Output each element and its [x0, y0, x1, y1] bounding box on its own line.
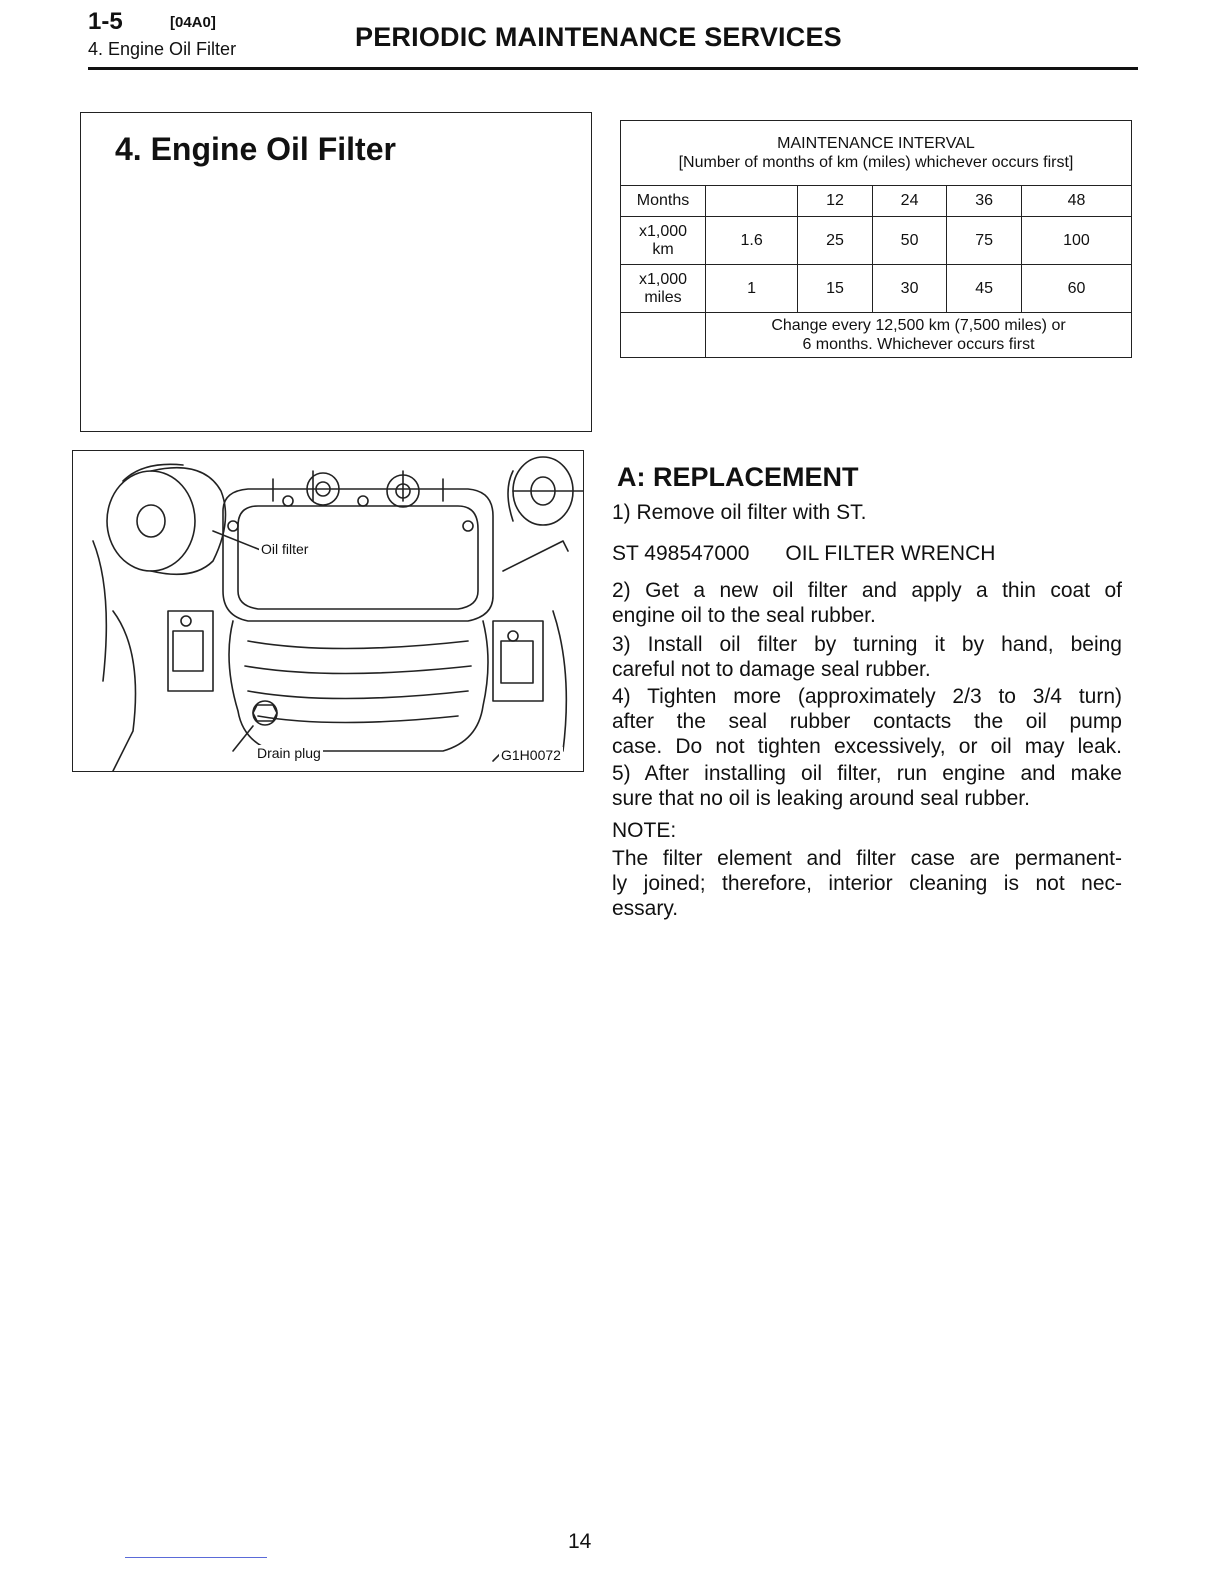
step-2-line2: engine oil to the seal rubber.: [612, 604, 876, 627]
table-cell: 24: [872, 186, 947, 217]
table-cell: 12: [798, 186, 873, 217]
step-3-line2: careful not to damage seal rubber.: [612, 658, 931, 681]
header-subtitle: 4. Engine Oil Filter: [88, 39, 237, 59]
note-line1: The filter element and filter case are permanent-: [612, 847, 1122, 870]
table-cell: 100: [1021, 217, 1131, 265]
note-line2: ly joined; therefore, interior cleaning is not nec-: [612, 872, 1122, 895]
table-cell: 50: [872, 217, 947, 265]
table-cell: [706, 186, 798, 217]
interval-note-line2: 6 months. Whichever occurs first: [802, 336, 1035, 353]
table-row: [621, 186, 1132, 217]
table-cell: 36: [947, 186, 1022, 217]
table-heading-row: [621, 121, 1132, 186]
header-rule: [88, 67, 1138, 70]
special-tool-name: OIL FILTER WRENCH: [785, 542, 996, 565]
miles-label: [621, 265, 706, 313]
step-3-line1: 3) Install oil filter by turning it by hand, being: [612, 633, 1122, 656]
bottom-rule: [125, 1557, 267, 1558]
km-label-line2: km: [652, 240, 674, 258]
table-cell: 48: [1021, 186, 1131, 217]
step-5-line1: 5) After installing oil filter, run engine and make: [612, 762, 1122, 785]
table-cell: 30: [872, 265, 947, 313]
interval-note-line1: Change every 12,500 km (7,500 miles) or: [771, 317, 1066, 334]
miles-label-line1: x1,000: [638, 270, 688, 288]
maintenance-interval-table: [620, 120, 1132, 358]
section-number: 1-5: [88, 8, 123, 35]
table-row: [621, 313, 1132, 358]
engine-illustration: [73, 451, 583, 771]
km-label-line1: x1,000: [638, 222, 688, 240]
engine-oil-filter-figure: [72, 450, 584, 772]
page-title: PERIODIC MAINTENANCE SERVICES: [355, 22, 842, 52]
step-1: 1) Remove oil filter with ST.: [612, 501, 867, 524]
table-heading-line2: [Number of months of km (miles) whichever occurs first]: [678, 154, 1074, 171]
step-2-line1: 2) Get a new oil filter and apply a thin coat of: [612, 579, 1122, 602]
drain-plug-label: Drain plug: [257, 745, 321, 761]
table-heading: [621, 121, 1132, 186]
special-tool-code: ST 498547000: [612, 542, 750, 565]
procedure-title: A: REPLACEMENT: [617, 462, 859, 492]
table-row: [621, 217, 1132, 265]
step-4-line1: 4) Tighten more (approximately 2/3 to 3/4 turn): [612, 685, 1122, 708]
section-title: 4. Engine Oil Filter: [115, 131, 396, 167]
note-label: NOTE:: [612, 819, 677, 842]
page-number: 14: [568, 1530, 592, 1553]
table-cell: 1.6: [706, 217, 798, 265]
title-box: [80, 112, 592, 432]
step-5-line2: sure that no oil is leaking around seal rubber.: [612, 787, 1030, 810]
miles-label-line2: miles: [644, 288, 682, 306]
table-cell: 60: [1021, 265, 1131, 313]
oil-filter-label: Oil filter: [261, 541, 309, 557]
table-cell: 1: [706, 265, 798, 313]
table-cell: 75: [947, 217, 1022, 265]
table-row: [621, 265, 1132, 313]
note-line3: essary.: [612, 897, 679, 920]
table-cell: 15: [798, 265, 873, 313]
table-cell: 45: [947, 265, 1022, 313]
step-4-line3: case. Do not tighten excessively, or oil may leak.: [612, 735, 1122, 758]
months-label: Months: [621, 186, 706, 217]
figure-id: G1H0072: [501, 747, 561, 763]
interval-note: [706, 313, 1132, 358]
special-tool-line: [612, 541, 1122, 566]
table-cell: [621, 313, 706, 358]
table-heading-line1: MAINTENANCE INTERVAL: [777, 135, 975, 152]
section-code: [04A0]: [170, 14, 216, 31]
km-label: [621, 217, 706, 265]
table-cell: 25: [798, 217, 873, 265]
step-4-line2: after the seal rubber contacts the oil pump: [612, 710, 1122, 733]
